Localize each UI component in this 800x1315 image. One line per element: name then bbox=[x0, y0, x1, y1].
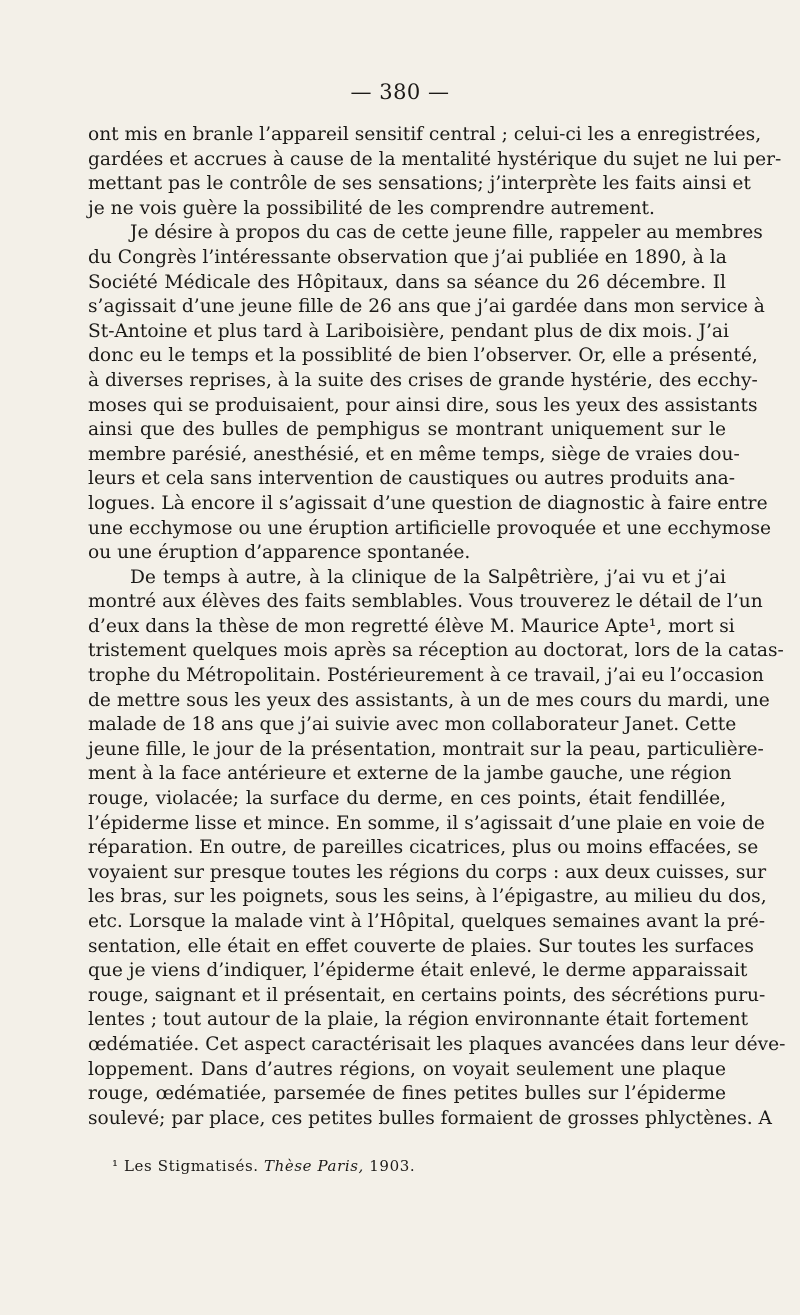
text-line: soulevé; par place, ces petites bulles formaient de grosses phlyctènes. A bbox=[88, 1107, 772, 1129]
text-line: d’eux dans la thèse de mon regretté élève M. Maurice Apte¹, mort si bbox=[88, 615, 735, 637]
text-line: moses qui se produisaient, pour ainsi dire, sous les yeux des assistants bbox=[88, 394, 758, 416]
text-line: mettant pas le contrôle de ses sensations; j’interprète les faits ainsi et bbox=[88, 173, 751, 195]
text-line: De temps à autre, à la clinique de la Salpêtrière, j’ai vu et j’ai bbox=[130, 566, 726, 588]
text-line: lentes ; tout autour de la plaie, la région environnante était fortement bbox=[88, 1009, 749, 1031]
text-line: réparation. En outre, de pareilles cicatrices, plus ou moins effacées, se bbox=[88, 837, 759, 859]
text-line: trophe du Métropolitain. Postérieurement à ce travail, j’ai eu l’occasion bbox=[88, 665, 764, 687]
text-line: Je désire à propos du cas de cette jeune fille, rappeler au membres bbox=[130, 222, 763, 244]
text-line: rouge, œdématiée, parsemée de fines petites bulles sur l’épiderme bbox=[88, 1083, 726, 1105]
text-line: l’épiderme lisse et mince. En somme, il s’agissait d’une plaie en voie de bbox=[88, 812, 765, 834]
paragraph-1 bbox=[88, 123, 782, 221]
text-line: les bras, sur les poignets, sous les seins, à l’épigastre, au milieu du dos, bbox=[88, 886, 767, 908]
footnote-text: Les Stigmatisés. bbox=[124, 1157, 259, 1175]
text-line: donc eu le temps et la possiblité de bien l’observer. Or, elle a présenté, bbox=[88, 345, 758, 367]
text-line: logues. Là encore il s’agissait d’une question de diagnostic à faire entre bbox=[88, 492, 768, 514]
text-line: loppement. Dans d’autres régions, on voyait seulement une plaque bbox=[88, 1058, 726, 1080]
text-line: voyaient sur presque toutes les régions du corps : aux deux cuisses, sur bbox=[88, 861, 767, 883]
text-line: ont mis en branle l’appareil sensitif central ; celui-ci les a enregistrées, bbox=[88, 124, 762, 145]
text-line: œdématiée. Cet aspect caractérisait les plaques avancées dans leur déve- bbox=[88, 1033, 786, 1055]
text-line: je ne vois guère la possibilité de les comprendre autrement. bbox=[88, 197, 655, 219]
text-line: ment à la face antérieure et externe de la jambe gauche, une région bbox=[88, 763, 732, 785]
text-line: que je viens d’indiquer, l’épiderme était enlevé, le derme apparaissait bbox=[88, 960, 748, 982]
text-line: membre parésié, anesthésié, et en même temps, siège de vraies dou- bbox=[88, 443, 740, 465]
text-line: leurs et cela sans intervention de caustiques ou autres produits ana- bbox=[88, 468, 736, 490]
footnote-year: 1903. bbox=[369, 1157, 416, 1175]
text-line: de mettre sous les yeux des assistants, à un de mes cours du mardi, une bbox=[88, 689, 770, 711]
footnote bbox=[112, 1157, 415, 1175]
footnote-marker: ¹ bbox=[112, 1157, 119, 1175]
text-line: etc. Lorsque la malade vint à l’Hôpital, quelques semaines avant la pré- bbox=[88, 911, 766, 932]
paragraph-3 bbox=[88, 566, 786, 1132]
body-text bbox=[88, 123, 786, 1131]
text-line: ou une éruption d’apparence spontanée. bbox=[88, 542, 471, 564]
text-line: du Congrès l’intéressante observation que j’ai publiée en 1890, à la bbox=[88, 246, 727, 268]
text-line: malade de 18 ans que j’ai suivie avec mon collaborateur Janet. Cette bbox=[88, 714, 737, 736]
text-line: jeune fille, le jour de la présentation, montrait sur la peau, particulière- bbox=[88, 738, 764, 760]
text-line: Société Médicale des Hôpitaux, dans sa séance du 26 décembre. Il bbox=[88, 271, 726, 293]
page-number: — 380 — bbox=[350, 80, 450, 104]
text-line: montré aux élèves des faits semblables. Vous trouverez le détail de l’un bbox=[88, 591, 763, 613]
text-line: à diverses reprises, à la suite des crises de grande hystérie, des ecchy- bbox=[88, 369, 758, 391]
text-line: gardées et accrues à cause de la mentalité hystérique du sujet ne lui per- bbox=[88, 148, 782, 170]
text-line: une ecchymose ou une éruption artificielle provoquée et une ecchymose bbox=[88, 517, 772, 539]
text-line: rouge, violacée; la surface du derme, en ces points, était fendillée, bbox=[88, 788, 726, 810]
text-line: ainsi que des bulles de pemphigus se montrant uniquement sur le bbox=[88, 419, 726, 441]
text-line: St-Antoine et plus tard à Lariboisière, pendant plus de dix mois. J’ai bbox=[88, 320, 729, 342]
footnote-italic: Thèse Paris, bbox=[264, 1157, 364, 1175]
text-line: tristement quelques mois après sa réception au doctorat, lors de la catas- bbox=[88, 640, 784, 662]
text-line: s’agissait d’une jeune fille de 26 ans que j’ai gardée dans mon service à bbox=[88, 296, 765, 318]
text-line: rouge, saignant et il présentait, en certains points, des sécrétions puru- bbox=[88, 984, 766, 1006]
text-line: sentation, elle était en effet couverte de plaies. Sur toutes les surfaces bbox=[88, 935, 754, 957]
paragraph-2 bbox=[88, 221, 772, 565]
